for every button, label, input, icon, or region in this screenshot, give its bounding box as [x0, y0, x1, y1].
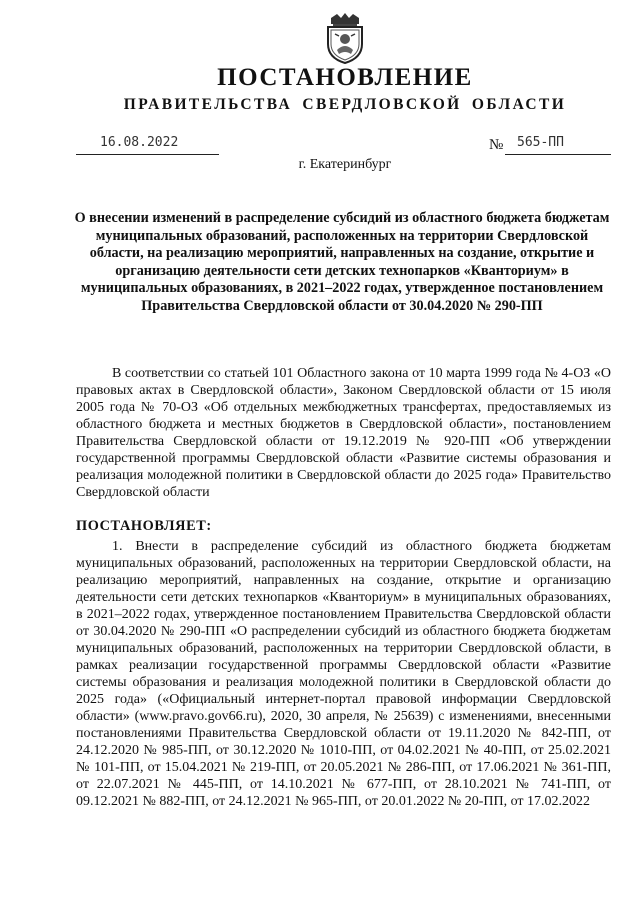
decree-word: ПОСТАНОВЛЯЕТ: — [76, 518, 212, 534]
issuing-authority: ПРАВИТЕЛЬСТВА СВЕРДЛОВСКОЙ ОБЛАСТИ — [123, 96, 567, 113]
number-field — [505, 135, 611, 155]
city: г. Екатеринбург — [298, 157, 392, 172]
item-1: 1. Внести в распределение субсидий из областного бюджета бюджетам муниципальных образований, расположенных на территории Свердловской области, на реализацию мероприятий, направленных на создание, открытие и организацию деятельности сети детских технопарков «Кванториум» в муниципальных образованиях, в 2021–2022 годах, утвержденное постановлением Правительства Свердловской области от 30.04.2020 № 290-ПП «О распределении субсидий из областного бюджета бюджетам муниципальных образований, расположенных на территории Свердловской области, в рамках реализации государственной программы Свердловской области «Развитие системы образования и реализация молодежной политики в Свердловской области до 2025 года» («Официальный интернет-портал правовой информации Свердловской области» (www.pravo.gov66.ru), 2020, 30 апреля, № 25639) с изменениями, внесенными постановлениями Правительства Свердловской области от 19.11.2020 № 842-ПП, от 24.12.2020 № 985-ПП, от 30.12.2020 № 1010-ПП, от 04.02.2021 № 40-ПП, от 25.02.2021 № 101-ПП, от 15.04.2021 № 219-ПП, от 20.05.2021 № 286-ПП, от 17.06.2021 № 361-ПП, от 22.07.2021 № 445-ПП, от 14.10.2021 № 677-ПП, от 28.10.2021 № 741-ПП, от 09.12.2021 № 882-ПП, от 24.12.2021 № 965-ПП, от 20.01.2022 № 20-ПП, от 17.02.2022 — [76, 539, 611, 809]
date-value: 16.08.2022 — [100, 135, 179, 150]
preamble-text: В соответствии со статьей 101 Областного закона от 10 марта 1999 года № 4-ОЗ «О правовых актах в Свердловской области», Законом Свердловской области от 15 июля 2005 года № 70-ОЗ «Об отдельных межбюджетных трансфертах, предоставляемых из областного бюджета и местных бюджетов в Свердловской области», постановлением Правительства Свердловской области от 19.12.2019 № 920-ПП «Об утверждении государственной программы Свердловской области «Развитие системы образования и реализация молодежной политики в Свердловской области до 2025 года» Правительство Свердловской области — [76, 366, 611, 500]
coat-of-arms-emblem — [323, 12, 367, 64]
number-value: 565-ПП — [517, 135, 564, 150]
date-field — [76, 135, 219, 155]
document-title: О внесении изменений в распределение субсидий из областного бюджета бюджетам муниципальных образований, расположенных на территории Свердловской области, на реализацию мероприятий, направленных на создание, открытие и организацию деятельности сети детских технопарков «Кванториум» в муниципальных образованиях, в 2021–2022 годах, утвержденное постановлением Правительства Свердловской области от 30.04.2020 № 290-ПП — [74, 210, 610, 314]
number-sign: № — [489, 137, 504, 153]
preamble — [76, 365, 611, 501]
document-type-title: ПОСТАНОВЛЕНИЕ — [217, 64, 473, 91]
